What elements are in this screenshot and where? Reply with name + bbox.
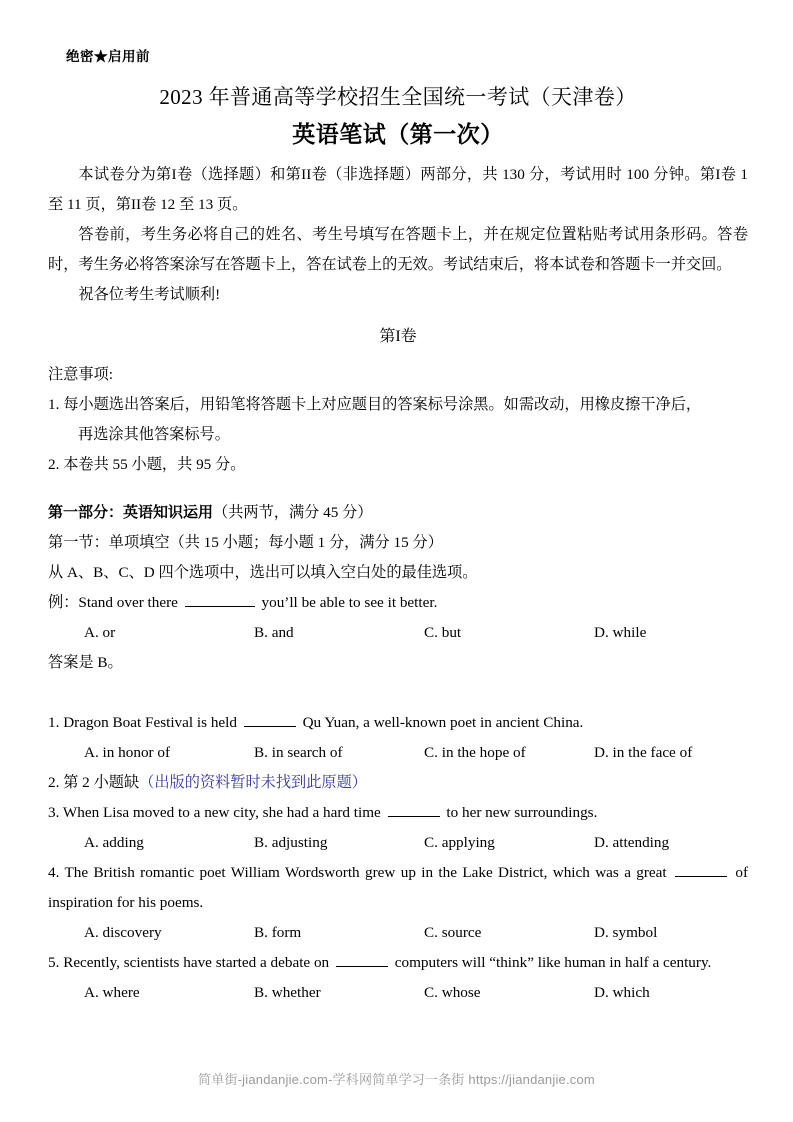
option-c[interactable]: C. but: [424, 624, 462, 641]
option-a[interactable]: A. or: [84, 624, 116, 641]
option-c[interactable]: C. source: [424, 924, 482, 941]
example-options-row: [48, 618, 748, 648]
option-a[interactable]: A. discovery: [84, 924, 162, 941]
example-answer: 答案是 B。: [48, 654, 123, 671]
question-3-after: to her new surroundings.: [446, 804, 598, 821]
answer-blank-icon: [185, 592, 255, 607]
option-d[interactable]: D. in the face of: [594, 744, 693, 761]
intro-paragraph-2: 答卷前，考生务必将自己的姓名、考生号填写在答题卡上，并在规定位置粘贴考试用条形码。答卷时，考生务必将答案涂写在答题卡上，答在试卷上的无效。考试结束后，将本试卷和答题卡一并交回。: [48, 226, 748, 273]
question-5-number: 5.: [48, 954, 60, 971]
question-4-before: The British romantic poet William Wordsworth grew up in the Lake District, which was a great: [64, 864, 667, 881]
option-d[interactable]: D. attending: [594, 834, 670, 851]
intro-paragraph-1: 本试卷分为第I卷（选择题）和第II卷（非选择题）两部分，共 130 分，考试用时 100 分钟。第I卷 1 至 11 页，第II卷 12 至 13 页。: [48, 166, 748, 213]
notice-item-2: 2. 本卷共 55 小题，共 95 分。: [48, 456, 246, 473]
question-3-before: When Lisa moved to a new city, she had a hard time: [62, 804, 381, 821]
part-one-heading-bold: 第一部分：英语知识运用: [48, 504, 214, 521]
example-suffix: you’ll be able to see it better.: [261, 594, 438, 611]
option-b[interactable]: B. in search of: [254, 744, 343, 761]
answer-blank-icon: [244, 712, 296, 727]
option-b[interactable]: B. whether: [254, 984, 321, 1001]
notice-item-1-continuation: 再选涂其他答案标号。: [78, 426, 230, 443]
answer-blank-icon: [336, 952, 388, 967]
notice-item-1-main: 1. 每小题选出答案后，用铅笔将答题卡上对应题目的答案标号涂黑。如需改动，用橡皮擦干净后，: [48, 396, 702, 413]
question-4-options-row: [48, 918, 748, 948]
question-5-before: Recently, scientists have started a debate on: [63, 954, 330, 971]
part-one-heading-rest: （共两节，满分 45 分）: [213, 504, 373, 521]
option-a[interactable]: A. adding: [84, 834, 144, 851]
question-2-missing-note: （出版的资料暂时未找到此原题）: [139, 774, 367, 791]
part-one-section-one: 第一节：单项填空（共 15 小题；每小题 1 分，满分 15 分）: [48, 534, 443, 551]
question-1-after: Qu Yuan, a well-known poet in ancient China.: [302, 714, 584, 731]
page-content: [48, 48, 748, 1008]
notice-item-1: [48, 390, 748, 450]
spacer: [48, 678, 748, 708]
question-1-options-row: [48, 738, 748, 768]
question-5-text: [48, 948, 748, 978]
option-b[interactable]: B. adjusting: [254, 834, 328, 851]
question-5-after: computers will “think” like human in half a century.: [394, 954, 712, 971]
question-4-after: of inspiration for his poems.: [48, 864, 749, 911]
option-b[interactable]: B. and: [254, 624, 294, 641]
option-b[interactable]: B. form: [254, 924, 302, 941]
answer-blank-icon: [388, 802, 440, 817]
page-subtitle: 英语笔试（第一次）: [292, 121, 504, 147]
question-4-text: [48, 858, 748, 918]
notice-label: 注意事项:: [48, 366, 113, 383]
option-c[interactable]: C. applying: [424, 834, 495, 851]
question-3-number: 3.: [48, 804, 60, 821]
question-2-missing: [48, 768, 748, 798]
question-1-number: 1.: [48, 714, 60, 731]
question-2-missing-text: 第 2 小题缺: [63, 774, 140, 791]
question-2-number: 2.: [48, 774, 60, 791]
part-one-heading: [48, 498, 748, 528]
question-5-options-row: [48, 978, 748, 1008]
option-d[interactable]: D. symbol: [594, 924, 658, 941]
question-3-options-row: [48, 828, 748, 858]
secret-label: 绝密★启用前: [66, 49, 150, 64]
question-3-text: [48, 798, 748, 828]
option-c[interactable]: C. in the hope of: [424, 744, 526, 761]
example-question: [48, 588, 748, 618]
option-a[interactable]: A. where: [84, 984, 140, 1001]
question-4-number: 4.: [48, 864, 60, 881]
volume-heading: 第I卷: [379, 328, 417, 345]
option-d[interactable]: D. while: [594, 624, 647, 641]
option-d[interactable]: D. which: [594, 984, 650, 1001]
footer-watermark: 简单街-jiandanjie.com-学科网简单学习一条街 https://jiandanjie.com: [198, 1072, 595, 1087]
answer-blank-icon: [675, 862, 727, 877]
intro-paragraph-3: 祝各位考生考试顺利!: [78, 286, 221, 303]
question-1-text: [48, 708, 748, 738]
page-title: 2023 年普通高等学校招生全国统一考试（天津卷）: [159, 85, 637, 109]
option-a[interactable]: A. in honor of: [84, 744, 171, 761]
part-one-instruction: 从 A、B、C、D 四个选项中，选出可以填入空白处的最佳选项。: [48, 564, 478, 581]
option-c[interactable]: C. whose: [424, 984, 481, 1001]
example-prefix: 例：Stand over there: [48, 594, 178, 611]
question-1-before: Dragon Boat Festival is held: [63, 714, 237, 731]
